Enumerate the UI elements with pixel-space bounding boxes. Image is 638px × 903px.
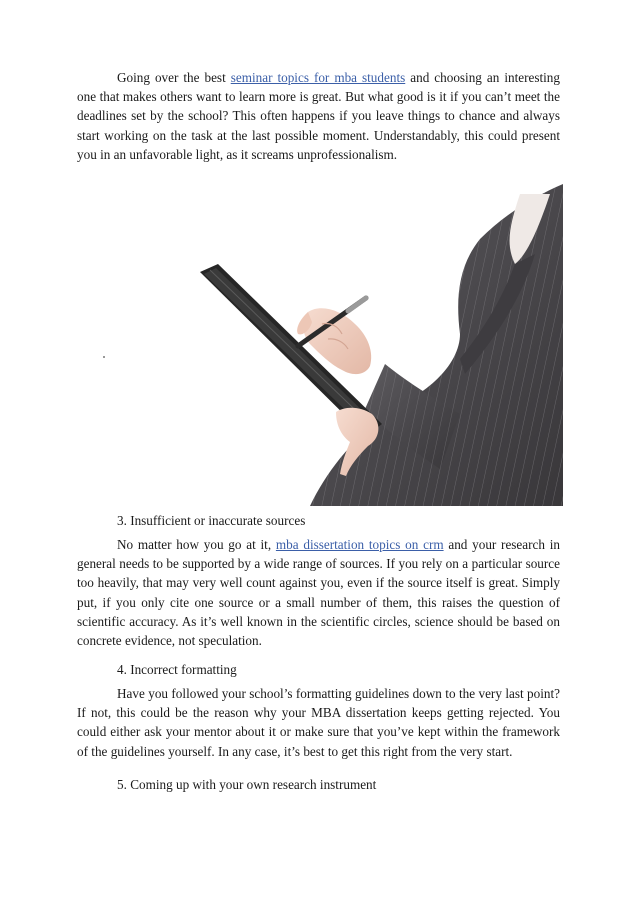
paragraph-sources (77, 535, 560, 650)
paragraph-text: and your research in general needs to be supported by a wide range of sources. If you rely on a particular source too heavily, that may very well count against you, even if the source itself is great. Simply put, if you only cite one source or a small number of them, this raises the question of scientific accuracy. As it’s well known in the scientific circles, science should be based on concrete evidence, not speculation. (77, 537, 560, 649)
paragraph-deadlines (77, 68, 560, 164)
paragraph-formatting: Have you followed your school’s formatting guidelines down to the very last point? If not, this could be the reason why your MBA dissertation keeps getting rejected. You could either ask your mentor about it or make sure that you’ve kept within the framework of the guidelines yourself. In any case, it’s best to get this right from the very start. (77, 686, 560, 759)
heading-research-instrument: 5. Coming up with your own research instrument (117, 777, 377, 792)
dissertation-topics-link[interactable]: mba dissertation topics on crm (275, 537, 444, 552)
paragraph-text: Going over the best (117, 70, 231, 85)
stray-dot (103, 356, 105, 358)
businesswoman-clipboard-image (160, 184, 563, 506)
seminar-topics-link[interactable]: seminar topics for mba students (230, 70, 406, 85)
paragraph-text: No matter how you go at it, (117, 537, 276, 552)
heading-insufficient-sources: 3. Insufficient or inaccurate sources (117, 513, 306, 528)
heading-incorrect-formatting: 4. Incorrect formatting (117, 662, 237, 677)
paragraph-text: and choosing an interesting one that makes others want to learn more is great. But what good is it if you can’t meet the deadlines set by the school? This often happens if you leave things to chance and always start working on the task at the last possible moment. Understandably, this could present you in an unfavorable light, as it screams unprofessionalism. (77, 70, 560, 162)
